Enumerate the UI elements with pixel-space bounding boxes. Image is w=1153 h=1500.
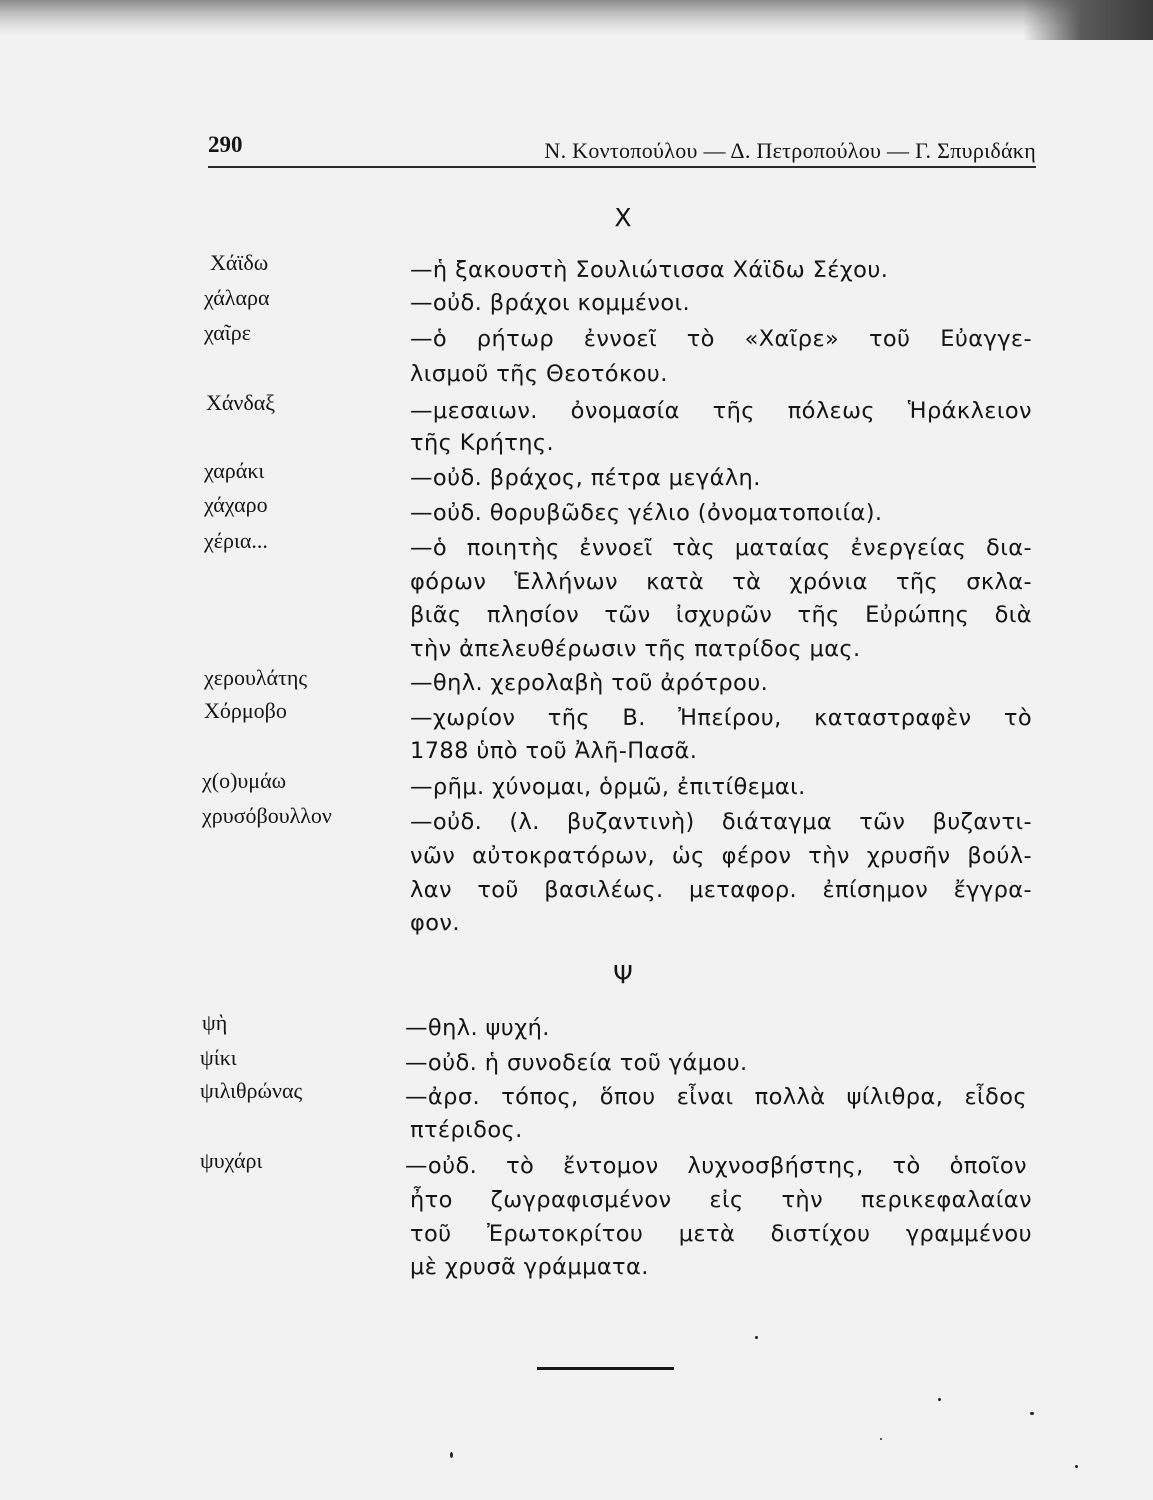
definition-line: —χωρίον τῆς Β. Ἠπείρου, καταστραφὲν τὸ bbox=[410, 705, 1032, 731]
term-entry: χάλαρα bbox=[204, 285, 270, 310]
term-entry: ψυχάρι bbox=[200, 1148, 263, 1173]
term-entry: ψὴ bbox=[202, 1010, 228, 1035]
definition-line: λαν τοῦ βασιλέως. μεταφορ. ἐπίσημον ἔγγρα- bbox=[410, 877, 1032, 903]
term-entry: χ(ο)υμάω bbox=[202, 768, 287, 793]
definition-line: —οὐδ. τὸ ἔντομον λυχνοσβήστης, τὸ ὁποῖον bbox=[405, 1153, 1027, 1179]
definition-line: βιᾶς πλησίον τῶν ἰσχυρῶν τῆς Εὐρώπης διὰ bbox=[410, 602, 1032, 628]
definition-line: —ὁ ρήτωρ ἐννοεῖ τὸ «Χαῖρε» τοῦ Εὐαγγε- bbox=[410, 326, 1032, 352]
term-entry: χέρια... bbox=[204, 528, 268, 553]
scan-speck bbox=[450, 1452, 453, 1458]
end-rule bbox=[537, 1367, 674, 1370]
definition-entry: —θηλ. ψυχή. bbox=[405, 1015, 550, 1041]
scan-corner-shadow bbox=[1023, 0, 1153, 40]
term-entry: ψιλιθρώνας bbox=[200, 1078, 303, 1103]
definition-line: λισμοῦ τῆς Θεοτόκου. bbox=[410, 361, 668, 387]
scan-top-edge bbox=[0, 0, 1153, 36]
definition-line: τοῦ Ἐρωτοκρίτου μετὰ διστίχου γραμμένου bbox=[410, 1221, 1032, 1247]
definition-line: 1788 ὑπὸ τοῦ Ἀλῆ-Πασᾶ. bbox=[410, 738, 698, 764]
term-entry: χερουλάτης bbox=[204, 665, 308, 690]
term-entry: Χάϊδω bbox=[210, 250, 269, 275]
definition-entry: —ἡ ξακουστὴ Σουλιώτισσα Χάϊδω Σέχου. bbox=[410, 257, 889, 283]
definition-line: νῶν αὐτοκρατόρων, ὡς φέρον τὴν χρυσῆν βούλ- bbox=[410, 843, 1032, 869]
definition-entry: —ρῆμ. χύνομαι, ὁρμῶ, ἐπιτίθεμαι. bbox=[410, 774, 806, 800]
definition-line: φον. bbox=[410, 910, 460, 936]
definition-line: —μεσαιων. ὀνομασία τῆς πόλεως Ἡράκλειον bbox=[410, 398, 1032, 424]
term-entry: Χάνδαξ bbox=[206, 390, 276, 415]
term-entry: χάχαρο bbox=[204, 492, 268, 517]
scan-speck bbox=[1075, 1465, 1078, 1468]
definition-line: μὲ χρυσᾶ γράμματα. bbox=[410, 1254, 649, 1280]
page-number: 290 bbox=[208, 132, 243, 157]
definition-line: τῆς Κρήτης. bbox=[410, 430, 555, 456]
definition-line: φόρων Ἑλλήνων κατὰ τὰ χρόνια τῆς σκλα- bbox=[410, 569, 1032, 595]
definition-entry: —θηλ. χερολαβὴ τοῦ ἀρότρου. bbox=[410, 670, 769, 696]
definition-line: τὴν ἀπελευθέρωσιν τῆς πατρίδος μας. bbox=[410, 636, 861, 662]
scan-speck bbox=[1030, 1412, 1034, 1415]
term-entry: χρυσόβουλλον bbox=[202, 803, 332, 828]
definition-entry: —οὐδ. βράχοι κομμένοι. bbox=[410, 290, 691, 316]
running-head: Ν. Κοντοπούλου — Δ. Πετροπούλου — Γ. Σπυριδάκη bbox=[544, 138, 1036, 163]
term-entry: Χόρμοβο bbox=[204, 698, 287, 723]
definition-line: —ἀρσ. τόπος, ὅπου εἶναι πολλὰ ψίλιθρα, εἶδος bbox=[405, 1084, 1027, 1110]
term-entry: χαῖρε bbox=[204, 320, 251, 345]
definition-line: ἦτο ζωγραφισμένον εἰς τὴν περικεφαλαίαν bbox=[410, 1187, 1032, 1213]
section-letter-psi: Ψ bbox=[613, 960, 633, 989]
scan-speck bbox=[880, 1438, 882, 1440]
definition-line: πτέριδος. bbox=[410, 1117, 523, 1143]
definition-line: —ὁ ποιητὴς ἐννοεῖ τὰς ματαίας ἐνεργείας δια- bbox=[410, 535, 1032, 561]
scan-speck bbox=[755, 1336, 758, 1339]
scan-speck bbox=[938, 1398, 941, 1401]
definition-entry: —οὐδ. ἡ συνοδεία τοῦ γάμου. bbox=[405, 1050, 748, 1076]
definition-line: —οὐδ. (λ. βυζαντινὴ) διάταγμα τῶν βυζαντι- bbox=[410, 809, 1032, 835]
definition-entry: —οὐδ. βράχος, πέτρα μεγάλη. bbox=[410, 465, 761, 491]
definition-entry: —οὐδ. θορυβῶδες γέλιο (ὀνοματοποιία). bbox=[410, 500, 883, 526]
term-entry: χαράκι bbox=[204, 458, 265, 483]
page-header bbox=[208, 130, 1036, 168]
section-letter-chi: Χ bbox=[614, 203, 632, 232]
term-entry: ψίκι bbox=[200, 1045, 237, 1070]
